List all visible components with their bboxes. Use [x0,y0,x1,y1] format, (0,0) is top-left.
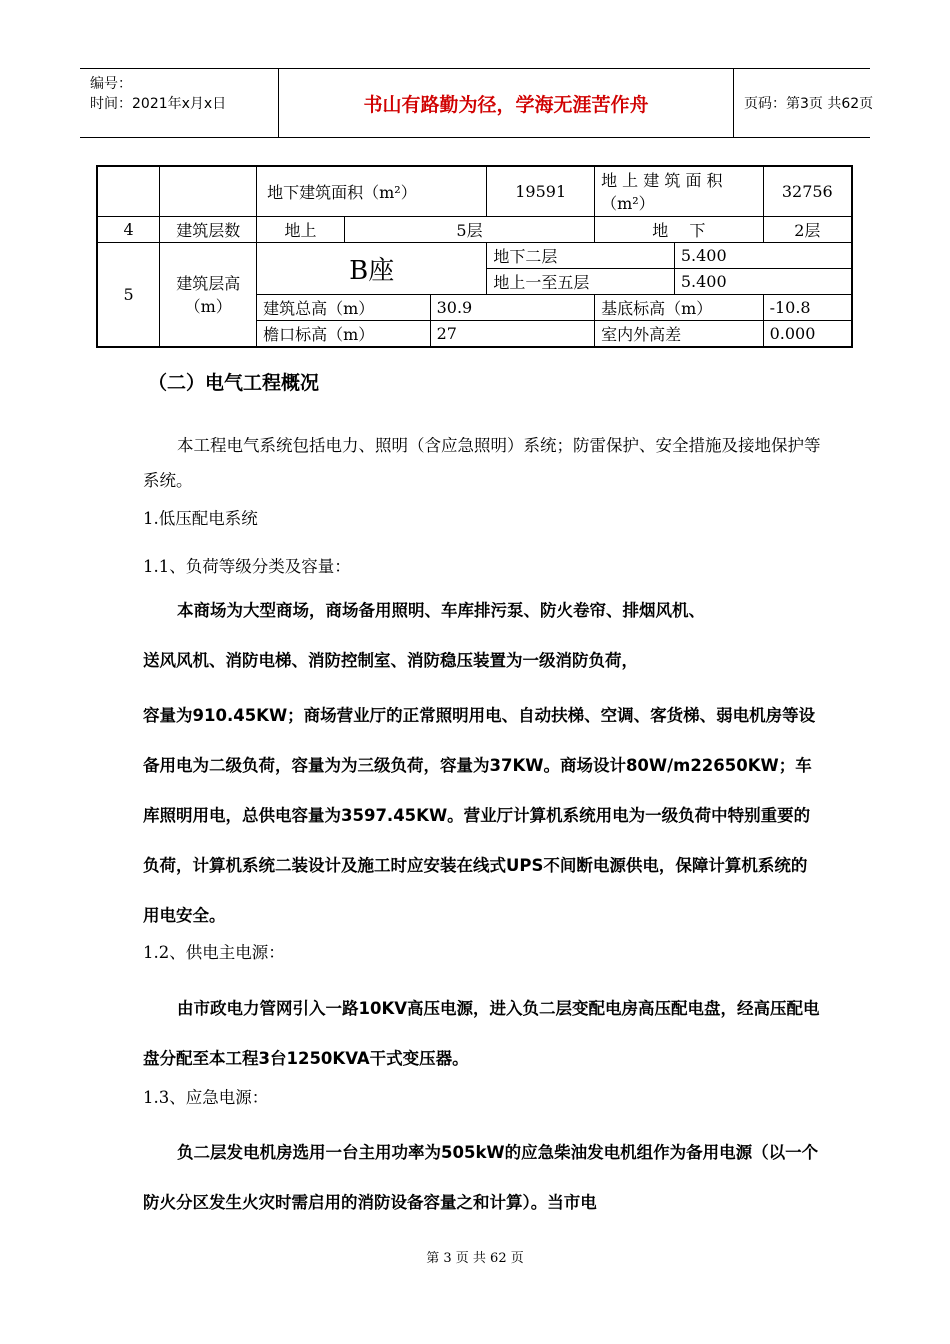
page-header [80,68,874,138]
table-cell: 32756 [763,166,852,216]
header-motto-cell [278,69,734,137]
table-cell: 建筑总高（m） [257,294,430,320]
load-paragraph-line1: 本商场为大型商场，商场备用照明、车库排污泵、防火卷帘、排烟风机、 [177,601,705,620]
table-cell: 室内外高差 [595,320,763,347]
intro-paragraph: 本工程电气系统包括电力、照明（含应急照明）系统；防雷保护、安全措施及接地保护等系统。 [143,436,821,490]
table-cell: 地上 [257,216,345,242]
section-title: （二）电气工程概况 [148,372,320,394]
emergency-power-paragraph: 负二层发电机房选用一台主用功率为505kW的应急柴油发电机组作为备用电源（以一个防火分区发生火灾时需启用的消防设备容量之和计算）。当市电 [143,1143,819,1212]
load-paragraph-line2: 送风风机、消防电梯、消防控制室、消防稳压装置为一级消防负荷， [143,651,638,670]
main-power-paragraph: 由市政电力管网引入一路10KV高压电源，进入负二层变配电房高压配电盘，经高压配电盘分配至本工程3台1250KVA干式变压器。 [143,999,820,1068]
table-cell: 基底标高（m） [595,294,763,320]
load-paragraph-body: 容量为910.45KW；商场营业厅的正常照明用电、自动扶梯、空调、客货梯、弱电机房等设备用电为二级负荷，容量为为三级负荷，容量为37KW。商场设计80W/m22650KW；车库照明用电，总供电容量为3597.45KW。营业厅计算机系统用电为一级负荷中特别重要的负荷，计算机系统二装设计及施工时应安装在线式UPS不间断电源供电，保障计算机系统的用电安全。 [143,706,816,925]
block-label: B座 [257,242,487,294]
table-cell [97,166,160,216]
table-cell: 27 [430,320,595,347]
table-cell: 5 [97,242,160,347]
table-cell: 地下建筑面积（m²） [257,166,487,216]
page-label: 页码：第3页 共62页 [744,96,874,112]
page-footer: 第 3 页 共 62 页 [426,1251,524,1266]
table-row [97,166,852,216]
heading-main-power: 1.2、供电主电源： [143,943,285,962]
table-cell: 19591 [487,166,595,216]
motto-text: 书山有路勤为径，学海无涯苦作舟 [363,93,649,116]
table-cell: 5.400 [674,242,852,268]
table-cell: 2层 [763,216,852,242]
table-row [97,242,852,268]
table-cell: 4 [97,216,160,242]
header-meta [80,69,278,137]
table-cell: 建筑层数 [160,216,257,242]
table-cell [160,166,257,216]
table-cell: 地上一至五层 [487,268,675,294]
table-cell: -10.8 [763,294,852,320]
heading-low-voltage: 1.低压配电系统 [143,509,258,528]
table-cell: 地 下 [595,216,763,242]
heading-emergency-power: 1.3、应急电源： [143,1088,269,1107]
table-cell: 5.400 [674,268,852,294]
table-row [97,216,852,242]
table-cell: 30.9 [430,294,595,320]
building-info-table [96,165,853,348]
heading-load-class: 1.1、负荷等级分类及容量： [143,557,351,576]
table-cell: 0.000 [763,320,852,347]
table-cell: 檐口标高（m） [257,320,430,347]
table-cell: 地 上 建 筑 面 积（m²） [595,166,763,216]
table-cell: 5层 [344,216,594,242]
time-label: 时间：2021年x月x日 [90,96,227,112]
table-cell: 建筑层高（m） [160,242,257,347]
table-cell: 地下二层 [487,242,675,268]
header-page-cell [732,69,874,137]
number-label: 编号： [90,76,132,92]
